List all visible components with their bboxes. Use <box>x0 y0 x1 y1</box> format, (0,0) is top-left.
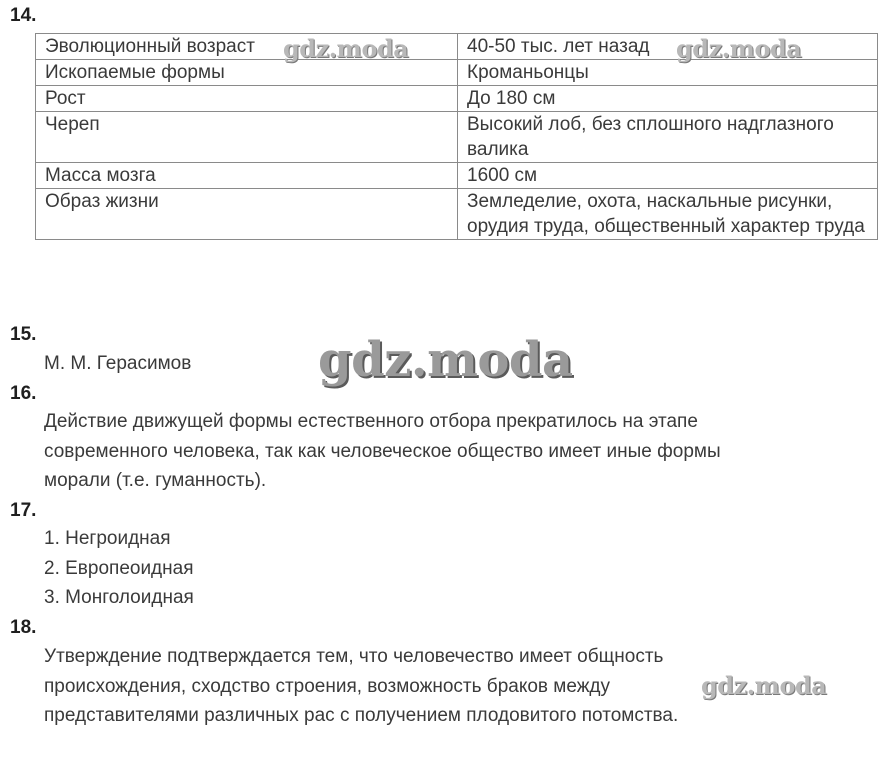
table-cell-value: Земледелие, охота, наскальные рисунки, орудия труда, общественный характер труда <box>458 189 878 240</box>
table-cell-label: Эволюционный возраст <box>36 34 458 60</box>
watermark: gdz.moda <box>701 671 827 700</box>
table-cell-value: 40-50 тыс. лет назад <box>458 34 878 60</box>
table-row <box>36 60 878 86</box>
comparison-table <box>35 33 878 240</box>
table-cell-value: Кроманьонцы <box>458 60 878 86</box>
question-number-16: 16. <box>10 383 37 404</box>
list-item: 1. Негроидная <box>44 528 171 549</box>
table-cell-value: До 180 см <box>458 86 878 112</box>
table-cell-label: Масса мозга <box>36 163 458 189</box>
answer-15-text: М. М. Герасимов <box>44 353 192 374</box>
question-number-18: 18. <box>10 617 37 638</box>
watermark: gdz.moda <box>283 34 409 63</box>
table-cell-value: 1600 см <box>458 163 878 189</box>
question-number-14: 14. <box>10 5 37 26</box>
answer-16-line: Действие движущей формы естественного отбора прекратилось на этапе <box>44 411 698 432</box>
table-row <box>36 189 878 240</box>
watermark: gdz.moda <box>318 332 573 388</box>
table-cell-label: Ископаемые формы <box>36 60 458 86</box>
answer-16-line: современного человека, так как человеческое общество имеет иные формы <box>44 440 721 462</box>
answer-18-line: Утверждение подтверждается тем, что человечество имеет общность <box>44 646 664 667</box>
answer-18-line: происхождения, сходство строения, возможность браков между <box>44 675 611 697</box>
table-cell-label: Образ жизни <box>36 189 458 240</box>
table-cell-label: Рост <box>36 86 458 112</box>
table-row <box>36 163 878 189</box>
answer-18-line: представителями различных рас с получением плодовитого потомства. <box>44 705 679 726</box>
question-number-17: 17. <box>10 500 37 521</box>
table-row <box>36 86 878 112</box>
answer-16-line: морали (т.е. гуманность). <box>44 470 267 491</box>
question-number-15: 15. <box>10 324 37 345</box>
table-cell-value: Высокий лоб, без сплошного надглазного валика <box>458 112 878 163</box>
watermark: gdz.moda <box>676 34 802 63</box>
list-item: 2. Европеоидная <box>44 557 194 579</box>
table-row <box>36 112 878 163</box>
list-item: 3. Монголоидная <box>44 587 194 608</box>
table-cell-label: Череп <box>36 112 458 163</box>
